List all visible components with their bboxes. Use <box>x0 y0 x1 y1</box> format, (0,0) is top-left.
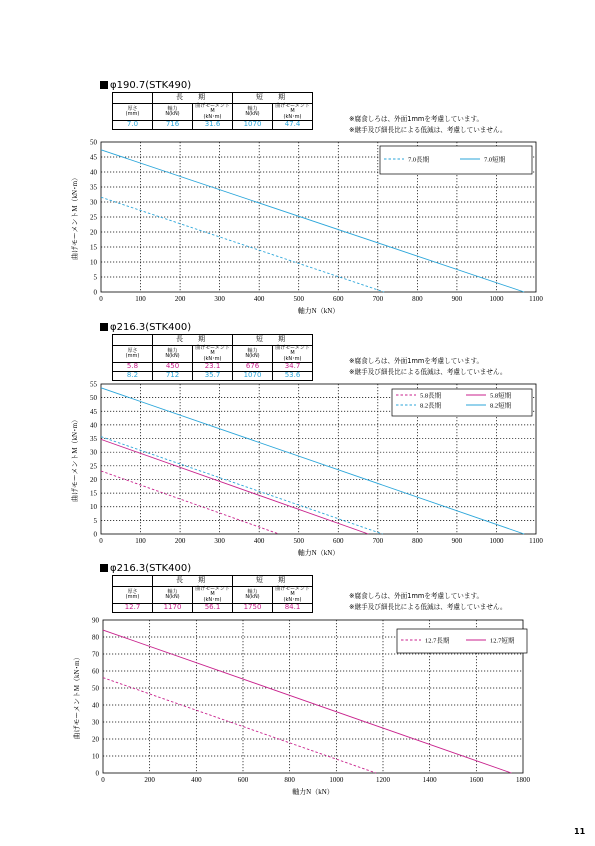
square-bullet-icon <box>100 81 108 89</box>
y-tick-label: 20 <box>90 475 97 484</box>
x-tick-label: 100 <box>135 295 146 303</box>
notes <box>349 591 507 613</box>
y-tick-label: 10 <box>90 258 97 267</box>
square-bullet-icon <box>100 323 108 331</box>
table-cell: 1070 <box>233 371 273 380</box>
y-tick-label: 50 <box>90 394 97 403</box>
y-tick-label: 30 <box>90 198 97 207</box>
x-tick-label: 500 <box>293 295 304 303</box>
note-reduction: ※継手及び細長比による低減は、考慮していません。 <box>349 368 507 376</box>
y-axis-label: 曲げモーメントM（kN･m） <box>73 653 81 740</box>
table-cell: 1070 <box>233 120 273 129</box>
square-bullet-icon <box>100 564 108 572</box>
x-tick-label: 400 <box>191 776 202 784</box>
section-title <box>100 80 191 91</box>
table-cell: 450 <box>153 362 193 371</box>
y-tick-label: 10 <box>92 752 99 761</box>
x-axis-label: 軸力N（kN） <box>297 307 340 315</box>
series-line <box>101 437 383 534</box>
y-tick-label: 10 <box>90 503 97 512</box>
y-tick-label: 5 <box>93 273 97 282</box>
table-row <box>113 603 313 612</box>
section-title-text: φ190.7(STK490) <box>110 80 192 91</box>
chart-1 <box>0 130 595 325</box>
x-tick-label: 1600 <box>469 776 484 784</box>
x-tick-label: 300 <box>214 537 225 545</box>
table-cell: 712 <box>153 371 193 380</box>
y-tick-label: 40 <box>90 168 97 177</box>
note-corrosion: ※腐食しろは、外面1mmを考慮しています。 <box>349 357 484 365</box>
x-tick-label: 600 <box>333 537 344 545</box>
header-cell-empty <box>113 335 153 346</box>
y-tick-label: 0 <box>95 769 99 778</box>
header-long-term: 長 期 <box>153 335 233 346</box>
y-tick-label: 35 <box>90 435 97 444</box>
y-tick-label: 15 <box>90 489 97 498</box>
column-header: 曲げモーメントM (kN･m) <box>273 104 313 121</box>
x-tick-label: 1400 <box>422 776 437 784</box>
series-line <box>101 439 368 534</box>
note-corrosion: ※腐食しろは、外面1mmを考慮しています。 <box>349 115 484 123</box>
y-tick-label: 50 <box>92 684 99 693</box>
section-title-text: φ216.3(STK400) <box>110 322 192 333</box>
x-tick-label: 1000 <box>489 295 504 303</box>
table-cell: 84.1 <box>273 603 313 612</box>
legend-label: 7.0短期 <box>484 156 506 164</box>
legend-label: 8.2短期 <box>490 402 512 410</box>
y-tick-label: 40 <box>90 421 97 430</box>
spec-table <box>112 92 313 130</box>
legend-label: 12.7短期 <box>490 637 515 645</box>
legend-label: 12.7長期 <box>425 637 450 645</box>
y-tick-label: 40 <box>92 701 99 710</box>
x-tick-label: 900 <box>451 537 463 545</box>
note-reduction: ※継手及び細長比による低減は、考慮していません。 <box>349 603 507 611</box>
section-title-text: φ216.3(STK400) <box>110 563 192 574</box>
series-line <box>103 678 376 773</box>
column-header: 軸力 N(kN) <box>153 587 193 604</box>
y-tick-label: 60 <box>92 667 99 676</box>
header-cell-empty <box>113 93 153 104</box>
x-tick-label: 1000 <box>489 537 504 545</box>
spec-table <box>112 575 313 613</box>
x-tick-label: 500 <box>293 537 304 545</box>
table-cell: 56.1 <box>193 603 233 612</box>
column-header: 厚さ (mm) <box>113 346 153 363</box>
y-tick-label: 30 <box>92 718 99 727</box>
table-cell: 1750 <box>233 603 273 612</box>
y-tick-label: 50 <box>90 138 97 147</box>
table-cell: 716 <box>153 120 193 129</box>
legend-label: 8.2長期 <box>420 402 442 410</box>
legend-label: 5.8長期 <box>420 392 442 400</box>
x-tick-label: 800 <box>284 776 295 784</box>
x-tick-label: 700 <box>372 537 384 545</box>
note-reduction: ※継手及び細長比による低減は、考慮していません。 <box>349 126 507 134</box>
legend-box <box>380 146 532 174</box>
x-tick-label: 600 <box>237 776 249 784</box>
table-cell: 7.0 <box>113 120 153 129</box>
page-number: 11 <box>574 827 586 836</box>
y-tick-label: 55 <box>90 380 97 389</box>
y-tick-label: 30 <box>90 448 97 457</box>
x-tick-label: 1100 <box>529 295 543 303</box>
table-cell: 31.6 <box>193 120 233 129</box>
y-tick-label: 25 <box>90 213 97 222</box>
y-tick-label: 45 <box>90 407 97 416</box>
series-line <box>101 471 279 534</box>
y-axis-label: 曲げモーメントM（kN･m） <box>71 415 79 503</box>
x-tick-label: 400 <box>253 295 265 303</box>
table-cell: 676 <box>233 362 273 371</box>
x-axis-label: 軸力N（kN） <box>292 788 334 796</box>
y-tick-label: 45 <box>90 153 97 162</box>
column-header: 軸力 N(kN) <box>233 346 273 363</box>
table-row <box>113 120 313 129</box>
table-cell: 53.6 <box>273 371 313 380</box>
x-tick-label: 800 <box>412 295 423 303</box>
x-tick-label: 800 <box>412 537 423 545</box>
column-header: 曲げモーメントM (kN･m) <box>193 587 233 604</box>
section-title <box>100 563 191 574</box>
column-header: 軸力 N(kN) <box>233 587 273 604</box>
x-tick-label: 200 <box>144 776 155 784</box>
x-tick-label: 300 <box>214 295 225 303</box>
y-tick-label: 35 <box>90 183 97 192</box>
column-header: 曲げモーメントM (kN･m) <box>273 587 313 604</box>
chart-3 <box>0 612 595 802</box>
table-cell: 35.7 <box>193 371 233 380</box>
y-tick-label: 80 <box>92 633 99 642</box>
legend-label: 5.8短期 <box>490 392 512 400</box>
column-header: 厚さ (mm) <box>113 587 153 604</box>
note-corrosion: ※腐食しろは、外面1mmを考慮しています。 <box>349 592 484 600</box>
x-tick-label: 100 <box>135 537 146 545</box>
y-tick-label: 5 <box>93 516 97 525</box>
y-tick-label: 70 <box>92 650 99 659</box>
header-short-term: 短 期 <box>233 576 313 587</box>
column-header: 厚さ (mm) <box>113 104 153 121</box>
x-tick-label: 200 <box>174 537 186 545</box>
table-cell: 5.8 <box>113 362 153 371</box>
x-tick-label: 600 <box>333 295 344 303</box>
column-header: 軸力 N(kN) <box>153 346 193 363</box>
x-tick-label: 700 <box>372 295 384 303</box>
y-tick-label: 20 <box>90 228 97 237</box>
column-header: 曲げモーメントM (kN･m) <box>193 346 233 363</box>
chart-2 <box>0 372 595 562</box>
series-line <box>101 197 384 292</box>
table-cell: 12.7 <box>113 603 153 612</box>
x-tick-label: 900 <box>451 295 463 303</box>
section-title <box>100 322 191 333</box>
y-tick-label: 15 <box>90 243 97 252</box>
column-header: 軸力 N(kN) <box>233 104 273 121</box>
column-header: 曲げモーメントM (kN･m) <box>273 346 313 363</box>
y-tick-label: 20 <box>92 735 99 744</box>
y-tick-label: 0 <box>93 530 97 539</box>
y-axis-label: 曲げモーメントM（kN･m） <box>71 173 79 261</box>
legend-label: 7.0長期 <box>408 156 430 164</box>
table-cell: 8.2 <box>113 371 153 380</box>
y-tick-label: 0 <box>93 288 97 297</box>
x-tick-label: 1100 <box>529 537 543 545</box>
header-long-term: 長 期 <box>153 93 233 104</box>
x-tick-label: 200 <box>174 295 186 303</box>
header-short-term: 短 期 <box>233 335 313 346</box>
x-tick-label: 0 <box>101 776 105 784</box>
x-tick-label: 0 <box>99 537 103 545</box>
x-tick-label: 1200 <box>376 776 390 784</box>
table-cell: 47.4 <box>273 120 313 129</box>
table-cell: 34.7 <box>273 362 313 371</box>
table-cell: 23.1 <box>193 362 233 371</box>
header-short-term: 短 期 <box>233 93 313 104</box>
column-header: 軸力 N(kN) <box>153 104 193 121</box>
y-tick-label: 25 <box>90 462 97 471</box>
x-tick-label: 1000 <box>329 776 344 784</box>
x-tick-label: 0 <box>99 295 103 303</box>
header-long-term: 長 期 <box>153 576 233 587</box>
y-tick-label: 90 <box>92 616 99 625</box>
table-cell: 1170 <box>153 603 193 612</box>
x-tick-label: 400 <box>253 537 265 545</box>
x-axis-label: 軸力N（kN） <box>297 549 340 557</box>
table-row <box>113 362 313 371</box>
header-cell-empty <box>113 576 153 587</box>
column-header: 曲げモーメントM (kN･m) <box>193 104 233 121</box>
x-tick-label: 1800 <box>516 776 530 784</box>
